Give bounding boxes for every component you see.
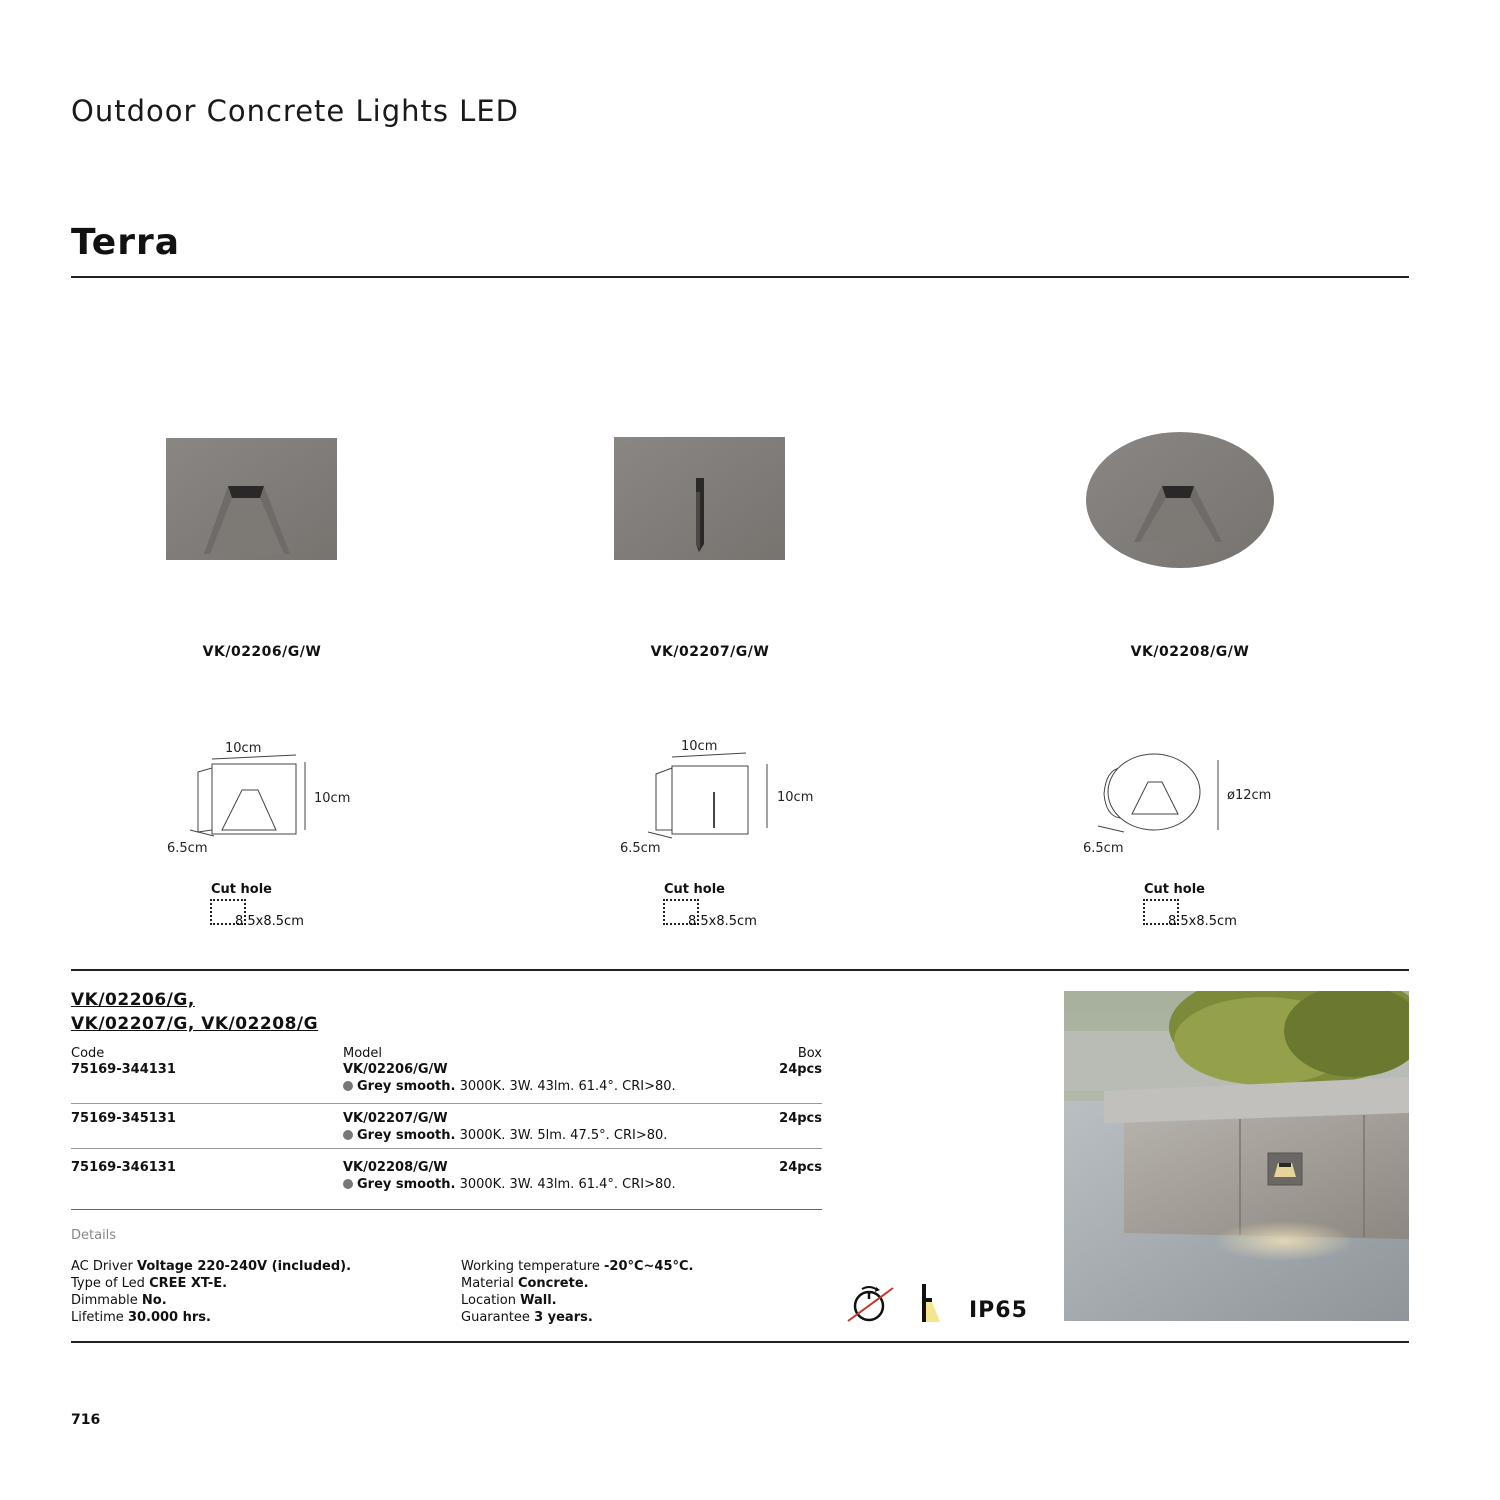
product-image-square-step (160, 432, 344, 566)
row-box: 24pcs (779, 1111, 822, 1126)
dim-width: 10cm (225, 741, 262, 756)
detail-value: Concrete. (517, 1276, 589, 1291)
cut-hole-label: Cut hole (664, 882, 725, 897)
row-model: VK/02206/G/W (343, 1062, 448, 1077)
specs-divider (71, 969, 1409, 971)
detail-value: No. (141, 1293, 167, 1308)
finish-swatch (343, 1130, 353, 1140)
row-model: VK/02207/G/W (343, 1111, 448, 1126)
dim-depth: 6.5cm (167, 841, 208, 856)
row-box: 24pcs (779, 1062, 822, 1077)
ip-rating-badge: IP65 (969, 1298, 1028, 1323)
row-code: 75169-344131 (71, 1062, 176, 1077)
details-heading: Details (71, 1228, 117, 1243)
detail-value: -20°C~45°C. (604, 1259, 694, 1274)
model-label: VK/02208/G/W (1130, 644, 1250, 660)
dim-depth: 6.5cm (620, 841, 661, 856)
dimension-drawing-3 (1090, 752, 1230, 842)
model-label: VK/02206/G/W (202, 644, 322, 660)
detail-line (461, 1275, 694, 1292)
detail-label: Lifetime (71, 1310, 128, 1325)
detail-label: Location (461, 1293, 521, 1308)
dim-diameter: ø12cm (1227, 788, 1272, 803)
cut-hole-label: Cut hole (1144, 882, 1205, 897)
row-spec (343, 1177, 676, 1192)
row-spec (343, 1128, 667, 1143)
product-image-square-slot (608, 432, 792, 566)
detail-line (71, 1292, 351, 1309)
detail-line (461, 1258, 694, 1275)
detail-line (71, 1275, 351, 1292)
page-number: 716 (71, 1412, 101, 1428)
row-spec-text: 3000K. 3W. 43lm. 61.4°. CRI>80. (455, 1079, 676, 1094)
product-title: Terra (71, 222, 180, 263)
row-spec-text: 3000K. 3W. 5lm. 47.5°. CRI>80. (455, 1128, 668, 1143)
product-image-round-step (1082, 430, 1278, 570)
row-divider (71, 1103, 822, 1104)
row-finish: Grey smooth. (357, 1177, 456, 1192)
detail-line (71, 1309, 351, 1326)
row-model: VK/02208/G/W (343, 1160, 448, 1175)
dim-depth: 6.5cm (1083, 841, 1124, 856)
row-spec (343, 1079, 676, 1094)
dimension-drawing-2 (620, 736, 850, 856)
row-code: 75169-346131 (71, 1160, 176, 1175)
details-left (71, 1258, 351, 1326)
detail-value: Voltage 220-240V (included). (137, 1259, 352, 1274)
detail-line (461, 1309, 694, 1326)
dimension-drawing-1 (160, 738, 390, 858)
finish-swatch (343, 1081, 353, 1091)
cut-hole-size: 8.5x8.5cm (1168, 914, 1237, 929)
col-header-code: Code (71, 1046, 105, 1061)
footer-divider (71, 1341, 1409, 1343)
col-header-model: Model (343, 1046, 383, 1061)
detail-label: Material (461, 1276, 518, 1291)
row-divider (71, 1148, 822, 1149)
family-title-line: VK/02207/G, VK/02208/G (71, 1014, 319, 1034)
detail-line (71, 1258, 351, 1275)
details-right (461, 1258, 694, 1326)
detail-label: Dimmable (71, 1293, 142, 1308)
detail-label: Guarantee (461, 1310, 535, 1325)
dim-height: 10cm (314, 791, 351, 806)
detail-label: AC Driver (71, 1259, 138, 1274)
detail-value: CREE XT-E. (149, 1276, 228, 1291)
installation-photo (1064, 991, 1409, 1321)
row-finish: Grey smooth. (357, 1079, 456, 1094)
family-title-line: VK/02206/G, (71, 990, 195, 1010)
detail-value: Wall. (520, 1293, 557, 1308)
row-finish: Grey smooth. (357, 1128, 456, 1143)
detail-line (461, 1292, 694, 1309)
cut-hole-size: 8.5x8.5cm (688, 914, 757, 929)
detail-label: Type of Led (71, 1276, 150, 1291)
col-header-box: Box (797, 1046, 822, 1061)
dim-height: 10cm (777, 790, 814, 805)
wall-light-icon (916, 1282, 946, 1324)
detail-value: 3 years. (534, 1310, 593, 1325)
family-title (71, 988, 318, 1036)
row-spec-text: 3000K. 3W. 43lm. 61.4°. CRI>80. (455, 1177, 676, 1192)
table-bottom-rule (71, 1209, 822, 1210)
detail-value: 30.000 hrs. (127, 1310, 211, 1325)
no-dimmer-icon (846, 1284, 896, 1324)
section-title: Outdoor Concrete Lights LED (71, 94, 519, 128)
cut-hole-label: Cut hole (211, 882, 272, 897)
row-box: 24pcs (779, 1160, 822, 1175)
row-code: 75169-345131 (71, 1111, 176, 1126)
model-label: VK/02207/G/W (650, 644, 770, 660)
finish-swatch (343, 1179, 353, 1189)
cut-hole-size: 8.5x8.5cm (235, 914, 304, 929)
detail-label: Working temperature (461, 1259, 604, 1274)
dim-width: 10cm (681, 739, 718, 754)
title-divider (71, 276, 1409, 278)
